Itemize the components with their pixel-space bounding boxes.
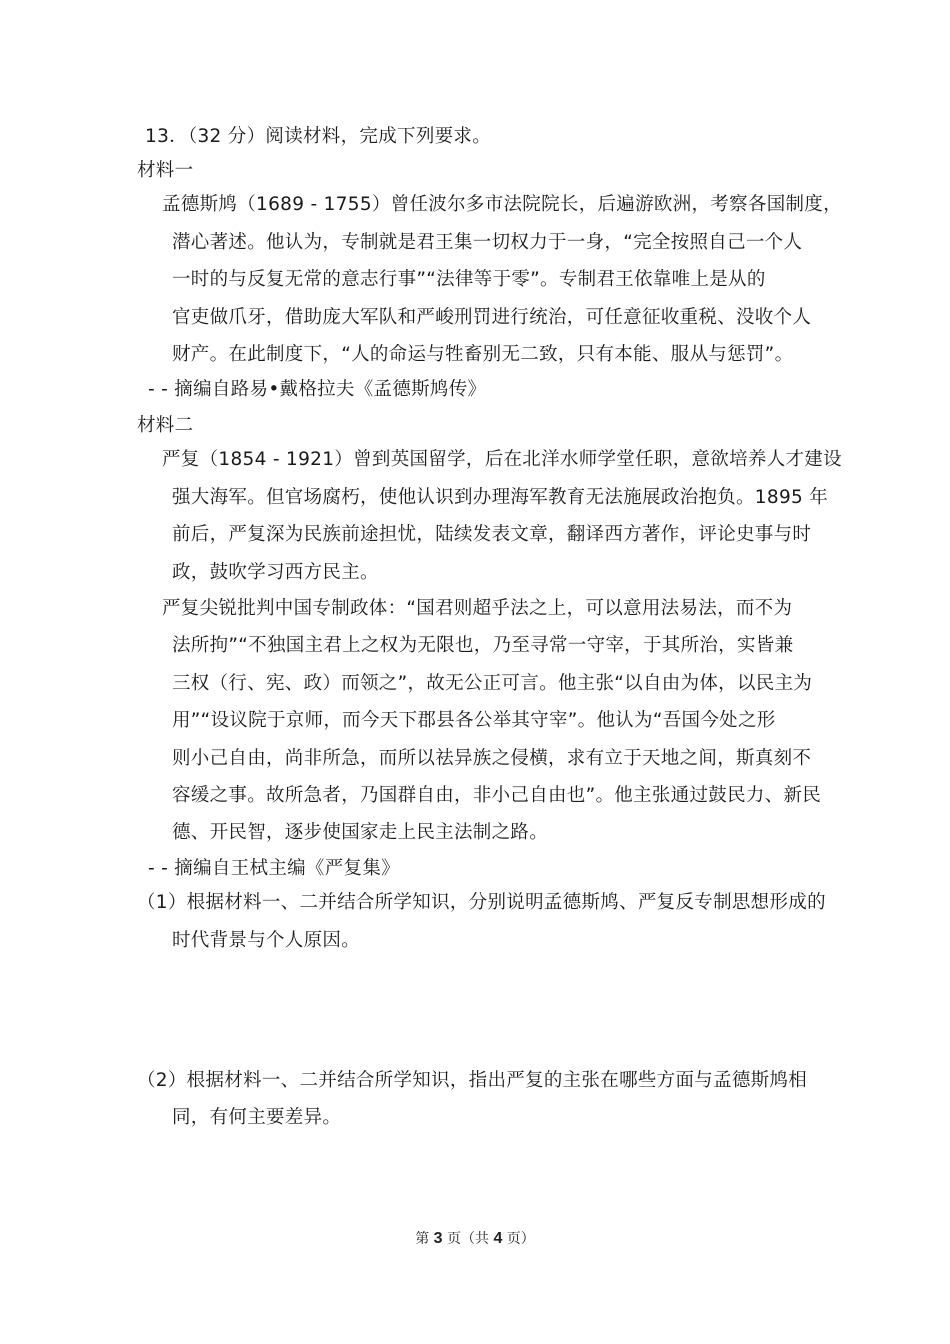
sub-question-2: （2）根据材料一、二并结合所学知识，指出严复的主张在哪些方面与孟德斯鸠相 bbox=[137, 1070, 808, 1091]
material2-p2-line: 德、开民智，逐步使国家走上民主法制之路。 bbox=[172, 822, 549, 843]
material2-p2-line: 法所拘”“不独国主君上之权为无限也，乃至寻常一守宰，于其所治，实皆兼 bbox=[172, 635, 794, 656]
sub-question-2-cont: 同，有何主要差异。 bbox=[172, 1107, 342, 1128]
material1-source: - - 摘编自路易•戴格拉夫《孟德斯鸠传》 bbox=[148, 379, 487, 400]
footer-suffix: 页） bbox=[502, 1231, 535, 1247]
material2-p1-line: 严复（1854 - 1921）曾到英国留学，后在北洋水师学堂任职，意欲培养人才建设 bbox=[162, 449, 842, 470]
question-header: 13．（32 分）阅读材料，完成下列要求。 bbox=[145, 126, 492, 147]
footer-total-pages: 4 bbox=[493, 1230, 503, 1247]
material2-p1-line: 政，鼓吹学习西方民主。 bbox=[172, 562, 379, 583]
sub-question-1-cont: 时代背景与个人原因。 bbox=[172, 930, 361, 951]
material1-line: 潜心著述。他认为，专制就是君王集一切权力于一身，“完全按照自己一个人 bbox=[172, 232, 803, 253]
material1-title: 材料一 bbox=[137, 160, 194, 181]
material1-line: 孟德斯鸠（1689 - 1755）曾任波尔多市法院院长，后遍游欧洲，考察各国制度， bbox=[162, 194, 842, 215]
material2-source: - - 摘编自王栻主编《严复集》 bbox=[148, 858, 400, 879]
material2-p2-line: 三权（行、宪、政）而领之”，故无公正可言。他主张“以自由为体，以民主为 bbox=[172, 673, 813, 694]
material2-p2-line: 用”“设议院于京师，而今天下郡县各公举其守宰”。他认为“吾国今处之形 bbox=[172, 710, 776, 731]
material2-title: 材料二 bbox=[137, 415, 194, 436]
material1-line: 官吏做爪牙，借助庞大军队和严峻刑罚进行统治，可任意征收重税、没收个人 bbox=[172, 307, 812, 328]
material1-line: 一时的与反复无常的意志行事”“法律等于零”。专制君王依靠唯上是从的 bbox=[172, 269, 766, 290]
material1-line: 财产。在此制度下，“人的命运与牲畜别无二致，只有本能、服从与惩罚”。 bbox=[172, 344, 794, 365]
page-footer bbox=[0, 1228, 950, 1248]
footer-prefix: 第 bbox=[415, 1231, 434, 1247]
material2-p1-line: 强大海军。但官场腐朽，使他认识到办理海军教育无法施展政治抱负。1895 年 bbox=[172, 487, 829, 508]
footer-middle: 页（共 bbox=[442, 1231, 494, 1247]
footer-page-number: 3 bbox=[433, 1230, 443, 1247]
material2-p2-line: 容缓之事。故所急者，乃国群自由，非小己自由也”。他主张通过鼓民力、新民 bbox=[172, 785, 822, 806]
material2-p2-line: 严复尖锐批判中国专制政体：“国君则超乎法之上，可以意用法易法，而不为 bbox=[162, 598, 793, 619]
sub-question-1: （1）根据材料一、二并结合所学知识，分别说明孟德斯鸠、严复反专制思想形成的 bbox=[137, 892, 826, 913]
material2-p1-line: 前后，严复深为民族前途担忧，陆续发表文章，翻译西方著作，评论史事与时 bbox=[172, 524, 812, 545]
material2-p2-line: 则小己自由，尚非所急，而所以祛异族之侵横，求有立于天地之间，斯真刻不 bbox=[172, 748, 812, 769]
